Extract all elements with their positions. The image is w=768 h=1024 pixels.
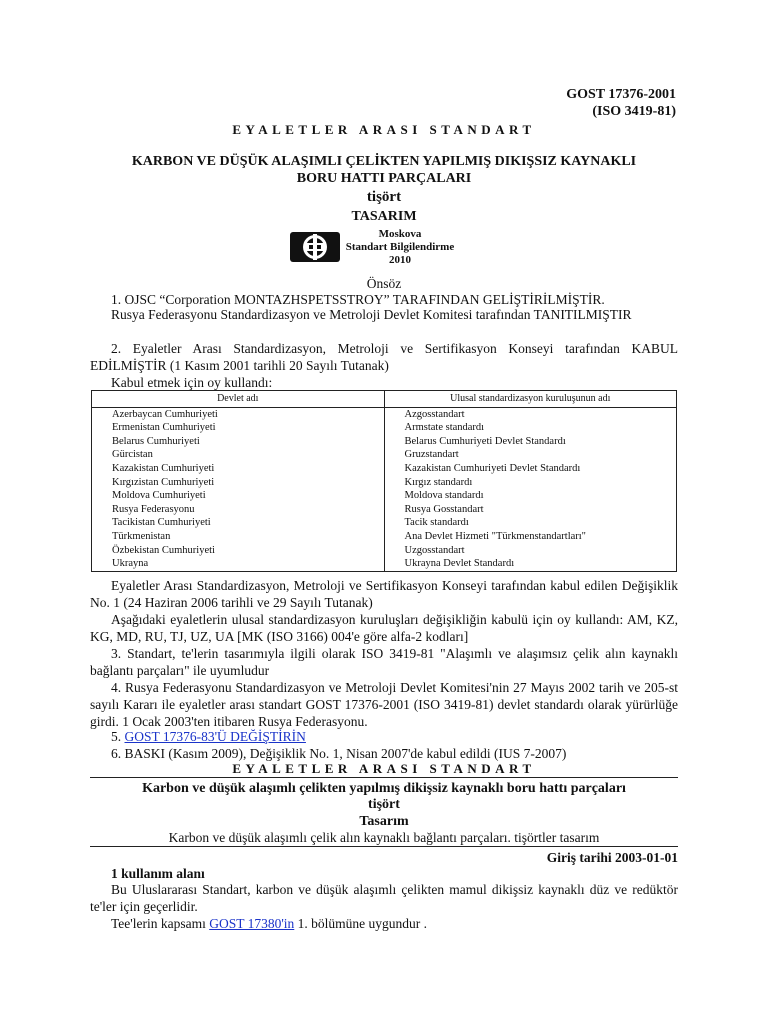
foreword-p1b: Rusya Federasyonu Standardizasyon ve Metroloji Devlet Komitesi tarafından TANITILMIŞTIR: [111, 307, 632, 322]
state-name-cell: Kırgızistan Cumhuriyeti: [92, 476, 385, 490]
paragraph-5: [90, 728, 678, 745]
section-title-line2: tişört: [368, 797, 400, 812]
standards-body-cell: Kırgız standardı: [384, 476, 677, 490]
standard-code: GOST 17376-2001: [566, 87, 676, 102]
iso-code: (ISO 3419-81): [592, 104, 676, 119]
state-name-cell: Ukrayna: [92, 557, 385, 571]
amendment-vote-paragraph: Aşağıdaki eyaletlerin ulusal standardizasyon kuruluşları değişikliğin kabulü için oy kullandı: AM, KZ, KG, MD, RU, TJ, UZ, UA [MK (ISO 3166) 004'e göre alfa-2 kodları]: [90, 612, 678, 644]
state-name-cell: Moldova Cumhuriyeti: [92, 489, 385, 503]
design-label: TASARIM: [351, 209, 417, 224]
state-name-cell: Ermenistan Cumhuriyeti: [92, 421, 385, 435]
foreword-p2: 2. Eyaletler Arası Standardizasyon, Metroloji ve Sertifikasyon Konseyi tarafından KABUL EDİLMİŞTİR (1 Kasım 2001 tarihli 20 Sayılı Tutanak): [90, 341, 678, 373]
standards-body-cell: Belarus Cumhuriyeti Devlet Standardı: [384, 435, 677, 449]
scope-p2-suffix: 1. bölümüne uygundur .: [294, 916, 428, 931]
paragraph-5-prefix: 5.: [111, 729, 125, 744]
table-row: [92, 435, 677, 449]
vote-intro: Kabul etmek için oy kullandı:: [111, 375, 273, 390]
section-divider-bottom: [90, 846, 678, 847]
table-header-row: [92, 391, 677, 408]
standards-body-cell: Ukrayna Devlet Standardı: [384, 557, 677, 571]
standards-body-cell: Rusya Gosstandart: [384, 503, 677, 517]
alternate-title: Karbon ve düşük alaşımlı çelik alın kaynaklı bağlantı parçaları. tişörtler tasarım: [168, 830, 600, 845]
main-title: KARBON VE DÜŞÜK ALAŞIMLI ÇELİKTEN YAPILMIŞ DIKIŞSIZ KAYNAKLI BORU HATTI PARÇALARI: [131, 154, 637, 186]
state-name-cell: Gürcistan: [92, 448, 385, 462]
standards-body-cell: Moldova standardı: [384, 489, 677, 503]
scope-heading: 1 kullanım alanı: [111, 866, 205, 881]
table-row: [92, 503, 677, 517]
publisher-city: Moskova: [378, 228, 422, 240]
table-row: [92, 407, 677, 421]
state-name-cell: Kazakistan Cumhuriyeti: [92, 462, 385, 476]
table-row: [92, 476, 677, 490]
table-body: [92, 407, 677, 571]
section-divider-top: [90, 777, 678, 778]
scope-p2-prefix: Tee'lerin kapsamı: [111, 916, 210, 931]
state-name-cell: Rusya Federasyonu: [92, 503, 385, 517]
paragraph-3: 3. Standart, te'lerin tasarımıyla ilgili olarak ISO 3419-81 "Alaşımlı ve alaşımsız çelik alın kaynaklı bağlantı parçaları" ile uyumludur: [90, 646, 678, 678]
table-row: [92, 530, 677, 544]
publisher-year: 2010: [389, 254, 411, 266]
standards-body-cell: Azgosstandart: [384, 407, 677, 421]
standards-body-cell: Gruzstandart: [384, 448, 677, 462]
scope-paragraph-1: Bu Uluslararası Standart, karbon ve düşük alaşımlı çelikten mamul dikişsiz kaynaklı düz ve redüktör te'ler için geçerlidir.: [90, 882, 678, 914]
table-row: [92, 557, 677, 571]
table-row: [92, 516, 677, 530]
standards-body-cell: Kazakistan Cumhuriyeti Devlet Standardı: [384, 462, 677, 476]
amendment-paragraph: Eyaletler Arası Standardizasyon, Metroloji ve Sertifikasyon Konseyi tarafından kabul edilen Değişiklik No. 1 (24 Haziran 2006 tarihli ve 29 Sayılı Tutanak): [90, 578, 678, 610]
table-row: [92, 421, 677, 435]
standards-body-cell: Armstate standardı: [384, 421, 677, 435]
state-name-cell: Tacikistan Cumhuriyeti: [92, 516, 385, 530]
member-states-table: [91, 390, 677, 572]
subtitle: tişört: [366, 189, 402, 205]
interstate-label: EYALETLER ARASI STANDART: [232, 122, 536, 137]
scope-paragraph-2: [90, 915, 678, 932]
state-name-cell: Türkmenistan: [92, 530, 385, 544]
section-design: Tasarım: [359, 814, 409, 829]
foreword-heading: Önsöz: [366, 276, 402, 291]
standards-body-cell: Uzgosstandart: [384, 544, 677, 558]
state-name-cell: Belarus Cumhuriyeti: [92, 435, 385, 449]
paragraph-4: 4. Rusya Federasyonu Standardizasyon ve Metroloji Devlet Komitesi'nin 27 Mayıs 2002 tarih ve 205-st sayılı Kararı ile eyaletler arası standart GOST 17376-2001 (ISO 3419-81) devlet standardı olarak yürürlüğe girdi. 1 Ocak 2003'ten itibaren Rusya Federasyonu.: [90, 680, 678, 729]
state-name-cell: Azerbaycan Cumhuriyeti: [92, 407, 385, 421]
table-row: [92, 544, 677, 558]
standartinform-logo-icon: [289, 228, 341, 266]
state-name-cell: Özbekistan Cumhuriyeti: [92, 544, 385, 558]
paragraph-6: 6. BASKI (Kasım 2009), Değişiklik No. 1, Nisan 2007'de kabul edildi (IUS 7-2007): [111, 746, 567, 761]
standard-code-block: [566, 86, 676, 120]
section-title-line1: Karbon ve düşük alaşımlı çelikten yapılmış dikişsiz kaynaklı boru hattı parçaları: [142, 781, 626, 796]
table-row: [92, 462, 677, 476]
table-row: [92, 489, 677, 503]
foreword-p1: 1. OJSC “Corporation MONTAZHSPETSSTROY” TARAFINDAN GELİŞTİRİLMİŞTİR.: [111, 292, 605, 307]
introduction-date: Giriş tarihi 2003-01-01: [546, 850, 678, 865]
publisher-name: Standart Bilgilendirme: [345, 241, 455, 253]
replaced-standard-link[interactable]: GOST 17376-83'Ü DEĞİŞTİRİN: [124, 729, 306, 744]
publisher-block: [345, 228, 455, 267]
gost-17380-link[interactable]: GOST 17380'in: [209, 916, 295, 931]
interstate-label-2: EYALETLER ARASI STANDART: [232, 761, 536, 776]
column-header-state: Devlet adı: [92, 391, 385, 408]
column-header-body: Ulusal standardizasyon kuruluşunun adı: [384, 391, 677, 408]
standards-body-cell: Tacik standardı: [384, 516, 677, 530]
table-row: [92, 448, 677, 462]
standards-body-cell: Ana Devlet Hizmeti "Türkmenstandartları": [384, 530, 677, 544]
